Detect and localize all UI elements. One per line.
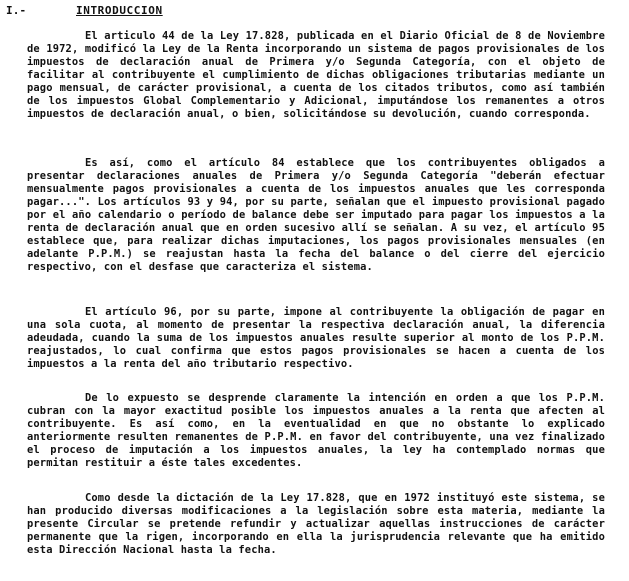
paragraph-3: El artículo 96, por su parte, impone al contribuyente la obligación de pagar en una sola cuota, al momento de presentar la respectiva declaración anual, la diferencia adeudada, cuando la suma de los impuestos anuales resulte superior al monto de los P.P.M. reajustados, lo cual confirma que estos pagos provisionales se hacen a cuenta de los impuestos a la renta del año tributario respectivo. (27, 306, 605, 370)
paragraph-4: De lo expuesto se desprende claramente la intención en orden a que los P.P.M. cubran con la mayor exactitud posible los impuestos anuales a la renta que afecten al contribuyente. Es así como, en la eventualidad en que no obstante lo explicado anteriormente resulten remanentes de P.P.M. en favor del contribuyente, una vez finalizado el proceso de imputación a los impuestos anuales, la ley ha contemplado normas que permitan restituir a éste tales excedentes. (27, 392, 605, 469)
paragraph-1: El articulo 44 de la Ley 17.828, publicada en el Diario Oficial de 8 de Noviembre de 1972, modificó la Ley de la Renta incorporando un sistema de pagos provisionales de los impuestos de declaración anual de Primera y/o Segunda Categoría, con el objeto de facilitar al contribuyente el cumplimiento de dichas obligaciones tributarias mediante un pago mensual, de carácter provisional, a cuenta de los citados tributos, como así también de los impuestos Global Complementario y Adicional, imputándose los remanentes a otros impuestos de declaración anual, o bien, solicitándose su devolución, cuando corresponda. (27, 30, 605, 120)
section-title: INTRODUCCION (76, 4, 163, 17)
section-heading (6, 4, 163, 17)
paragraph-5: Como desde la dictación de la Ley 17.828, que en 1972 instituyó este sistema, se han producido diversas modificaciones a la legislación sobre esta materia, mediante la presente Circular se pretende refundir y actualizar aquellas instrucciones de carácter permanente que la rigen, incorporando en ella la jurisprudencia relevante que ha emitido esta Dirección Nacional hasta la fecha. (27, 492, 605, 556)
paragraph-2: Es así, como el artículo 84 establece que los contribuyentes obligados a presentar declaraciones anuales de Primera y/o Segunda Categoría "deberán efectuar mensualmente pagos provisionales a cuenta de los impuestos anuales que les corresponda pagar...". Los artículos 93 y 94, por su parte, señalan que el impuesto provisional pagado por el año calendario o período de balance debe ser imputado para pagar los impuestos a la renta de declaración anual que en orden sucesivo allí se señalan. A su vez, el artículo 95 establece que, para realizar dichas imputaciones, los pagos provisionales mensuales (en adelante P.P.M.) se reajustan hasta la fecha del balance o del cierre del ejercicio respectivo, con el desfase que caracteriza el sistema. (27, 157, 605, 273)
section-number: I.- (6, 4, 27, 17)
